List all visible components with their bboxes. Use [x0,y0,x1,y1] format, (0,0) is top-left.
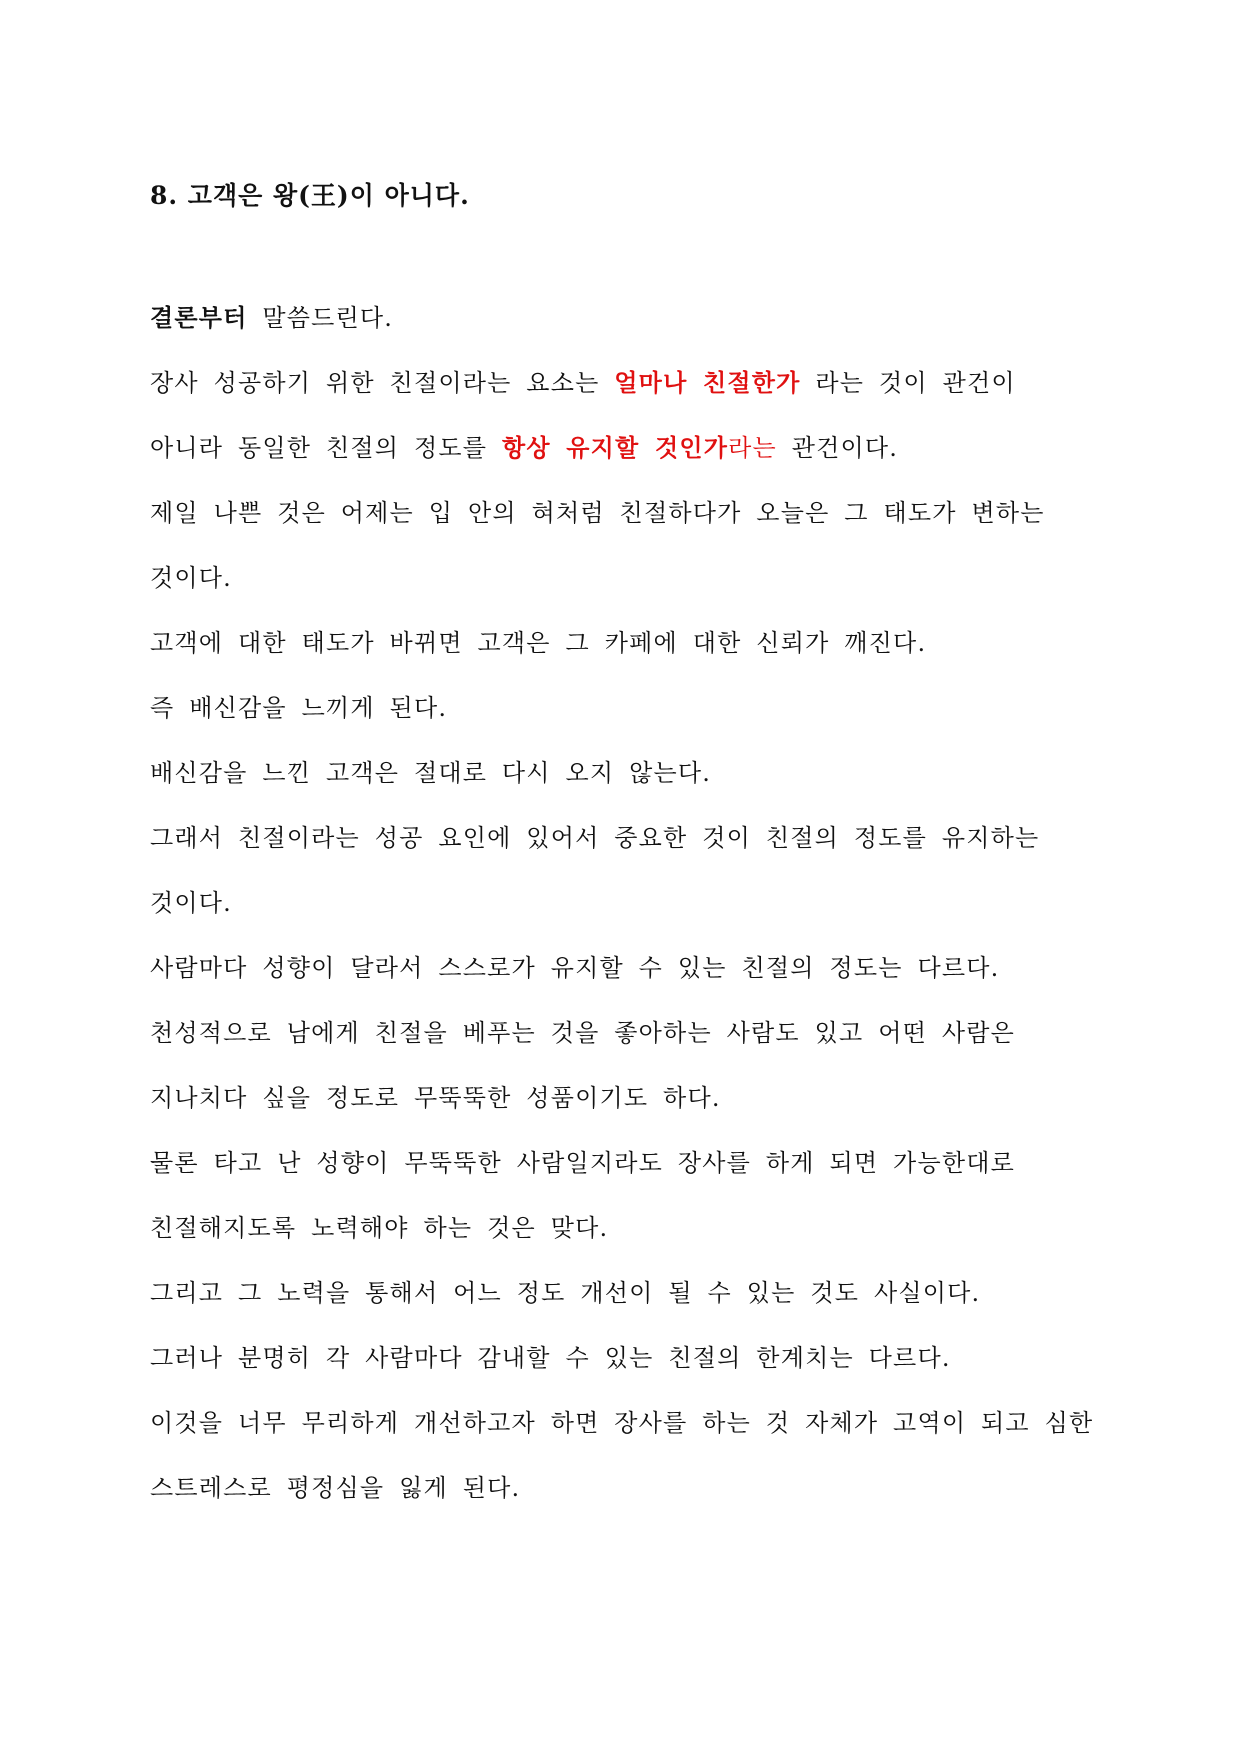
line-text: 라는 것이 관건이 [800,369,1016,397]
paragraph-line: 지나치다 싶을 정도로 무뚝뚝한 성품이기도 하다. [150,1084,721,1112]
paragraph-line: 배신감을 느낀 고객은 절대로 다시 오지 않는다. [150,759,712,787]
paragraph-line: 그리고 그 노력을 통해서 어느 정도 개선이 될 수 있는 것도 사실이다. [150,1279,981,1307]
paragraph-line: 친절해지도록 노력해야 하는 것은 맞다. [150,1214,609,1242]
paragraph-line: 스트레스로 평정심을 잃게 된다. [150,1474,521,1502]
paragraph-line: 그래서 친절이라는 성공 요인에 있어서 중요한 것이 친절의 정도를 유지하는 [150,824,1040,852]
paragraph-line: 즉 배신감을 느끼게 된다. [150,694,448,722]
paragraph-line: 제일 나쁜 것은 어제는 입 안의 혀처럼 친절하다가 오늘은 그 태도가 변하는 [150,499,1045,527]
paragraph-line: 고객에 대한 태도가 바뀌면 고객은 그 카페에 대한 신뢰가 깨진다. [150,629,927,657]
line-text: 아니라 동일한 친절의 정도를 [150,434,502,462]
paragraph-line: 이것을 너무 무리하게 개선하고자 하면 장사를 하는 것 자체가 고역이 되고 심한 [150,1409,1094,1437]
paragraph-line [150,298,393,333]
line-text: 말씀드린다. [247,304,394,332]
paragraph-line: 것이다. [150,564,232,592]
highlight-text: 얼마나 친절한가 [614,368,801,397]
paragraph-line: 천성적으로 남에게 친절을 베푸는 것을 좋아하는 사람도 있고 어떤 사람은 [150,1019,1015,1047]
highlight-text-suffix: 라는 [728,434,777,462]
line-text: 관건이다. [776,434,899,462]
highlight-text: 항상 유지할 것인가 [501,433,729,462]
paragraph-line: 사람마다 성향이 달라서 스스로가 유지할 수 있는 친절의 정도는 다르다. [150,954,1000,982]
paragraph-line [150,363,1016,398]
paragraph-line [150,428,898,463]
line-text: 장사 성공하기 위한 친절이라는 요소는 [150,369,615,397]
paragraph-line: 그러나 분명히 각 사람마다 감내할 수 있는 친절의 한계치는 다르다. [150,1344,951,1372]
section-heading: 8. 고객은 왕(王)이 아니다. [150,181,470,210]
paragraph-line: 물론 타고 난 성향이 무뚝뚝한 사람일지라도 장사를 하게 되면 가능한대로 [150,1149,1015,1177]
emphasis-text: 결론부터 [150,303,248,332]
paragraph-line: 것이다. [150,889,232,917]
